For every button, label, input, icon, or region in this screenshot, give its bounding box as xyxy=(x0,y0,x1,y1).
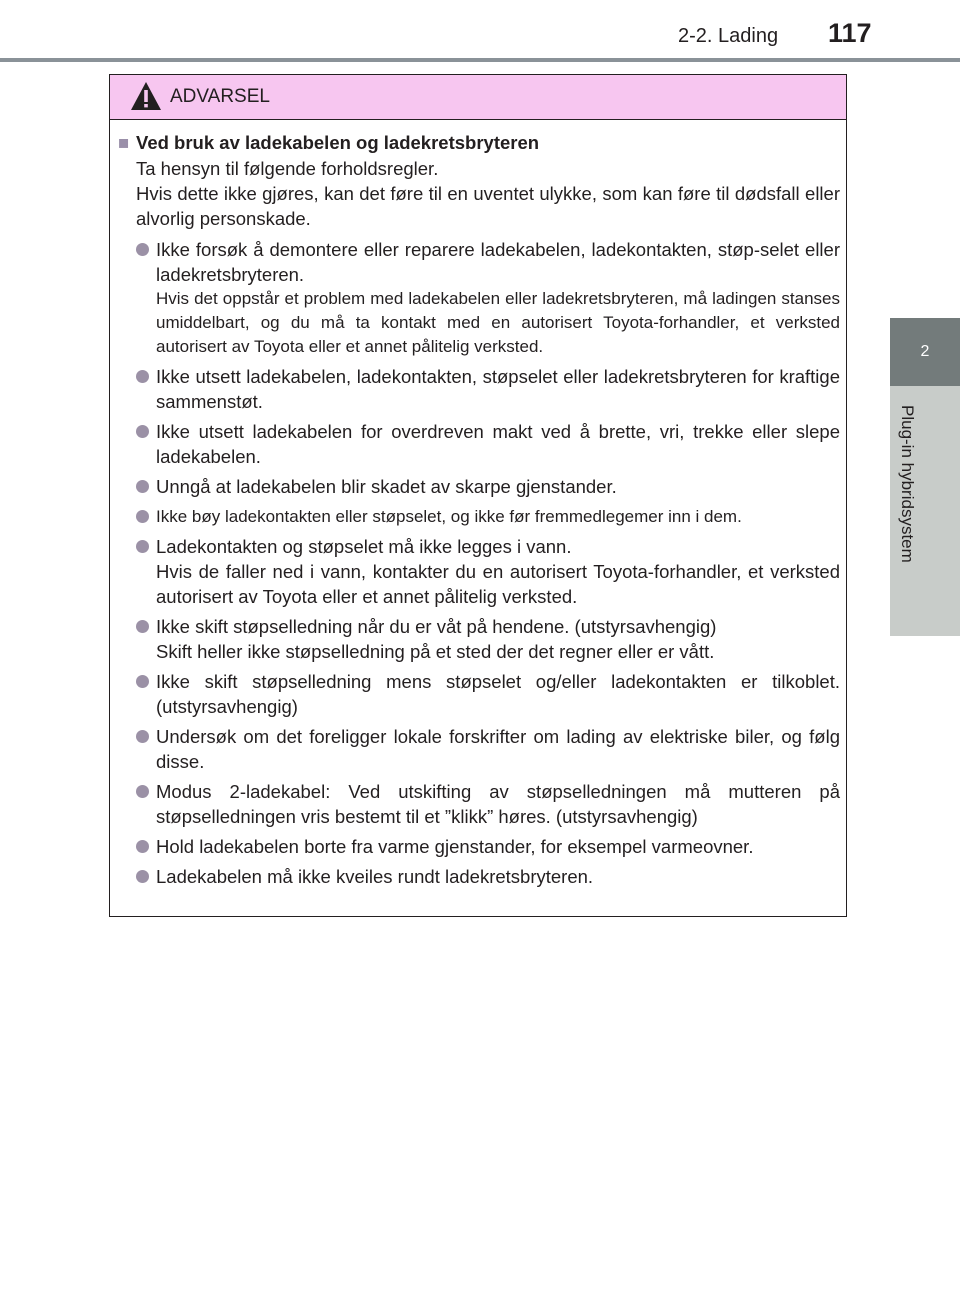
warning-header xyxy=(110,75,846,120)
bullet-item xyxy=(118,614,840,664)
page-number: 117 xyxy=(828,18,872,48)
warning-heading-text: Ved bruk av ladekabelen og ladekretsbryteren xyxy=(136,132,540,153)
bullet-item xyxy=(118,669,840,719)
warning-body xyxy=(118,131,840,894)
bullet-dot-icon xyxy=(136,870,149,883)
warning-triangle-icon xyxy=(130,81,162,111)
bullet-note: Skift heller ikke støpselledning på et sted der det regner eller er vått. xyxy=(156,641,715,662)
warning-heading xyxy=(118,131,840,155)
chapter-tab: 2 xyxy=(890,318,960,386)
bullet-item xyxy=(118,504,840,529)
bullet-item xyxy=(118,834,840,859)
section-title: 2-2. Lading xyxy=(678,25,779,47)
bullet-text: Unngå at ladekabelen blir skadet av skarpe gjenstander. xyxy=(156,476,617,497)
bullet-text: Undersøk om det foreligger lokale forskrifter om lading av elektriske biler, og følg disse. xyxy=(156,726,840,772)
bullet-text: Modus 2-ladekabel: Ved utskifting av støpselledningen må mutteren på støpselledningen vris bestemt til et ”klikk” høres. (utstyrsavhengig) xyxy=(156,781,840,827)
bullet-text: Ikke forsøk å demontere eller reparere ladekabelen, ladekontakten, støp-selet eller ladekretsbryteren. xyxy=(156,239,840,285)
bullet-dot-icon xyxy=(136,675,149,688)
bullet-text: Ikke skift støpselledning mens støpselet og/eller ladekontakten er tilkoblet. (utstyrsavhengig) xyxy=(156,671,840,717)
bullet-dot-icon xyxy=(136,480,149,493)
bullet-item xyxy=(118,419,840,469)
square-bullet-icon: ■ xyxy=(118,132,130,153)
chapter-title: Plug-in hybridsystem xyxy=(898,405,917,563)
bullet-note: Hvis det oppstår et problem med ladekabelen eller ladekretsbryteren, må ladingen stanses umiddelbart, og du må ta kontakt med en autorisert Toyota-forhandler, et verksted autorisert av Toyota eller et annet pålitelig verksted. xyxy=(156,289,840,356)
bullet-item xyxy=(118,864,840,889)
bullet-dot-icon xyxy=(136,840,149,853)
bullet-dot-icon xyxy=(136,730,149,743)
bullet-dot-icon xyxy=(136,243,149,256)
bullet-text: Ikke bøy ladekontakten eller støpselet, og ikke før fremmedlegemer inn i dem. xyxy=(156,507,742,526)
bullet-item xyxy=(118,534,840,609)
bullet-text: Ikke utsett ladekabelen for overdreven makt ved å brette, vri, trekke eller slepe ladekabelen. xyxy=(156,421,840,467)
bullet-dot-icon xyxy=(136,425,149,438)
warning-bullet-list xyxy=(118,237,840,889)
bullet-text: Hold ladekabelen borte fra varme gjenstander, for eksempel varmeovner. xyxy=(156,836,754,857)
bullet-dot-icon xyxy=(136,370,149,383)
warning-title: ADVARSEL xyxy=(170,86,270,107)
header-rule xyxy=(0,58,960,62)
bullet-dot-icon xyxy=(136,540,149,553)
bullet-text: Ikke skift støpselledning når du er våt på hendene. (utstyrsavhengig) xyxy=(156,616,717,637)
intro-line: Hvis dette ikke gjøres, kan det føre til en uventet ulykke, som kan føre til dødsfall eller alvorlig personskade. xyxy=(136,183,840,229)
warning-box xyxy=(109,74,847,917)
bullet-text: Ladekabelen må ikke kveiles rundt ladekretsbryteren. xyxy=(156,866,594,887)
bullet-dot-icon xyxy=(136,620,149,633)
bullet-dot-icon xyxy=(136,785,149,798)
intro-line: Ta hensyn til følgende forholdsregler. xyxy=(136,158,439,179)
bullet-text: Ladekontakten og støpselet må ikke legges i vann. xyxy=(156,536,572,557)
bullet-item xyxy=(118,364,840,414)
bullet-item xyxy=(118,724,840,774)
bullet-text: Ikke utsett ladekabelen, ladekontakten, støpselet eller ladekretsbryteren for kraftige sammenstøt. xyxy=(156,366,840,412)
warning-intro xyxy=(118,156,840,231)
bullet-item xyxy=(118,237,840,359)
bullet-item xyxy=(118,779,840,829)
bullet-item xyxy=(118,474,840,499)
bullet-dot-icon xyxy=(136,510,149,523)
bullet-note: Hvis de faller ned i vann, kontakter du en autorisert Toyota-forhandler, et verksted autorisert av Toyota eller et annet pålitelig verksted. xyxy=(156,561,840,607)
